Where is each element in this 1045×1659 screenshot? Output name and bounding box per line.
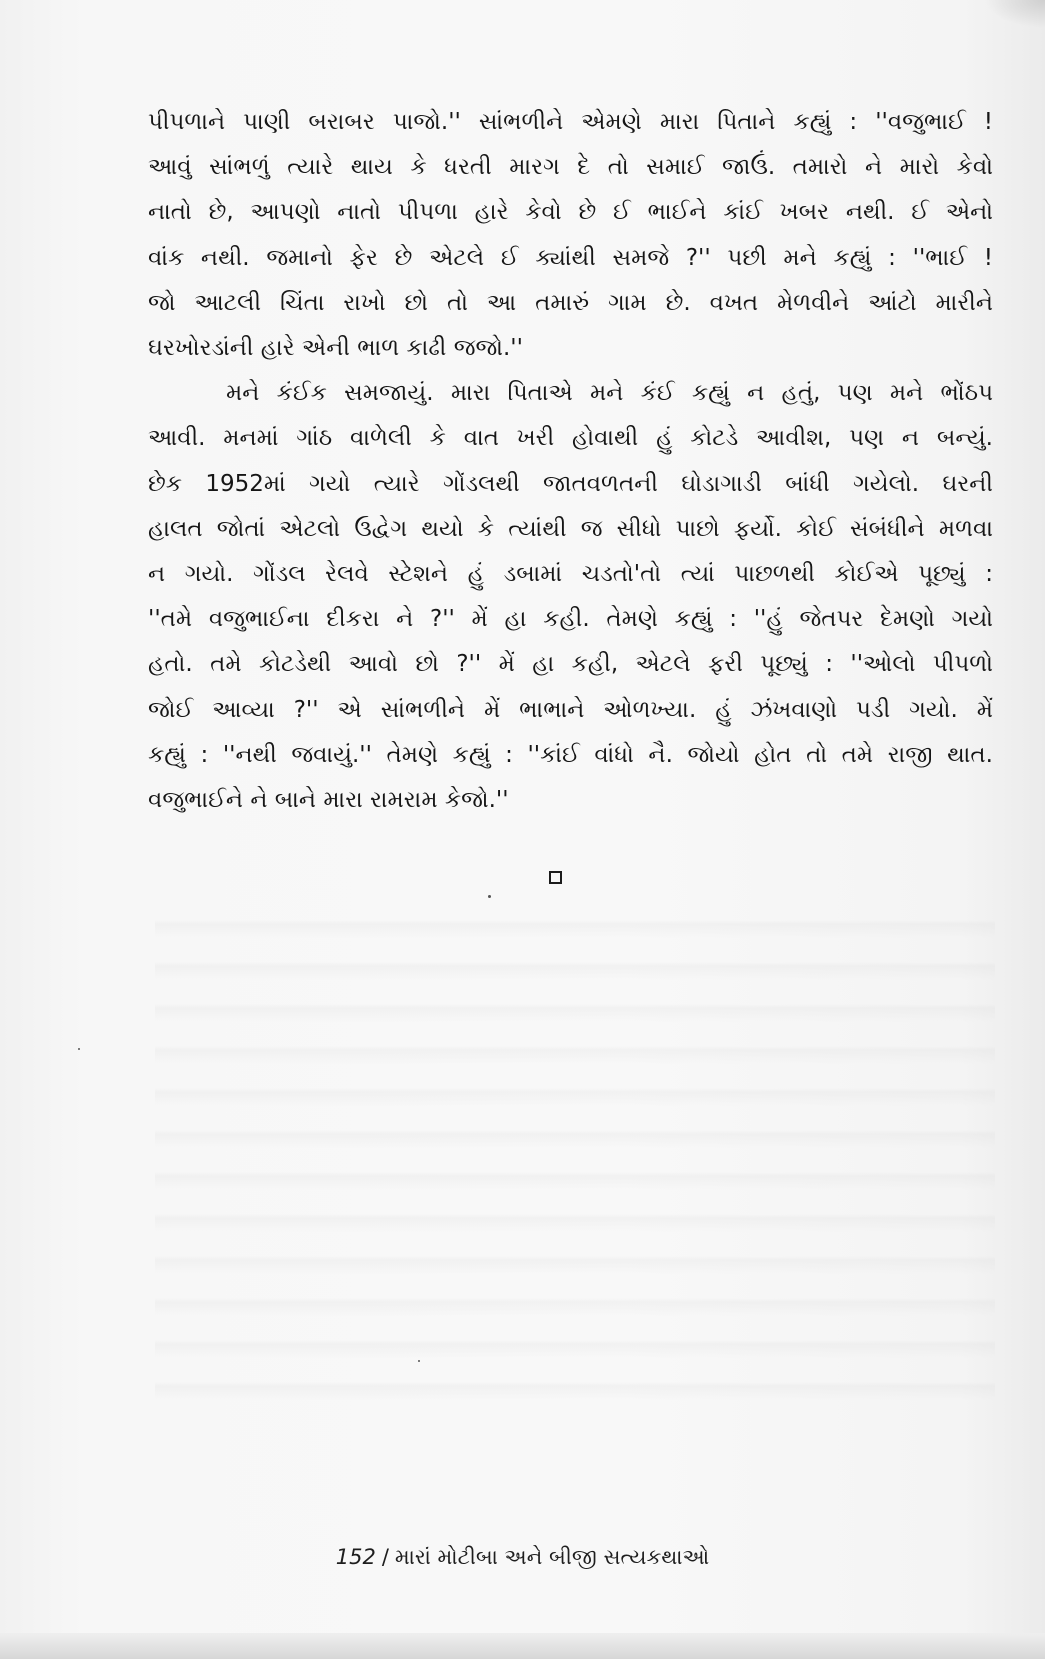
text-line: મને કંઈક સમજાયું. મારા પિતાએ મને કંઈ કહ્યું ન હતું, પણ મને ભોંઠપ <box>226 380 993 407</box>
footer-separator: / <box>381 1545 389 1569</box>
text-line: કહ્યું : ''નથી જવાયું.'' તેમણે કહ્યું : ''કાંઈ વાંધો નૈ. જોયો હોત તો તમે રાજી થાત. <box>148 741 993 768</box>
paragraph-1 <box>148 100 993 371</box>
page-corner-shadow <box>985 0 1045 28</box>
book-title: મારાં મોટીબા અને બીજી સત્યકથાઓ <box>394 1545 710 1569</box>
section-separator-box <box>549 871 562 884</box>
body-text <box>148 100 993 823</box>
text-line: જો આટલી ચિંતા રાખો છો તો આ તમારું ગામ છે. વખત મેળવીને આંટો મારીને <box>148 289 993 316</box>
paper-speck <box>78 1048 80 1050</box>
text-line: આવું સાંભળું ત્યારે થાય કે ધરતી મારગ દે તો સમાઈ જાઉં. તમારો ને મારો કેવો <box>148 154 993 181</box>
text-line: ન ગયો. ગોંડલ રેલવે સ્ટેશને હું ડબામાં ચડતો'તો ત્યાં પાછળથી કોઈએ પૂછ્યું : <box>148 561 993 588</box>
text-line: ''તમે વજુભાઈના દીકરા ને ?'' મેં હા કહી. તેમણે કહ્યું : ''હું જેતપર દેમણો ગયો <box>148 606 993 633</box>
paper-speck <box>488 895 491 898</box>
paragraph-2 <box>148 371 993 823</box>
text-line: હતો. તમે કોટડેથી આવો છો ?'' મેં હા કહી, એટલે ફરી પૂછ્યું : ''ઓલો પીપળો <box>148 651 993 678</box>
text-line: હાલત જોતાં એટલો ઉદ્વેગ થયો કે ત્યાંથી જ સીધો પાછો ફર્યો. કોઈ સંબંધીને મળવા <box>148 515 993 542</box>
text-line: છેક 1952માં ગયો ત્યારે ગોંડલથી જાતવળતની ઘોડાગાડી બાંધી ગયેલો. ઘરની <box>148 470 993 497</box>
scan-bottom-edge <box>0 1633 1045 1659</box>
text-line: આવી. મનમાં ગાંઠ વાળેલી કે વાત ખરી હોવાથી હું કોટડે આવીશ, પણ ન બન્યું. <box>148 425 993 452</box>
text-line: વજુભાઈને ને બાને મારા રામરામ કેજો.'' <box>148 787 509 814</box>
text-line: જોઈ આવ્યા ?'' એ સાંભળીને મેં ભાભાને ઓળખ્યા. હું ઝંખવાણો પડી ગયો. મેં <box>148 696 993 723</box>
text-line: પીપળાને પાણી બરાબર પાજો.'' સાંભળીને એમણે મારા પિતાને કહ્યું : ''વજુભાઈ ! <box>148 109 993 135</box>
text-line: વાંક નથી. જમાનો ફેર છે એટલે ઈ ક્યાંથી સમજે ?'' પછી મને કહ્યું : ''ભાઈ ! <box>148 244 993 271</box>
bleed-through-text <box>155 900 995 1420</box>
text-line: ઘરખોરડાંની હારે એની ભાળ કાઢી જજો.'' <box>148 335 523 362</box>
page-number: 152 <box>335 1545 376 1569</box>
paper-speck <box>418 1360 420 1362</box>
page-footer <box>0 1545 1045 1570</box>
text-line: નાતો છે, આપણો નાતો પીપળા હારે કેવો છે ઈ ભાઈને કાંઈ ખબર નથી. ઈ એનો <box>148 199 993 226</box>
